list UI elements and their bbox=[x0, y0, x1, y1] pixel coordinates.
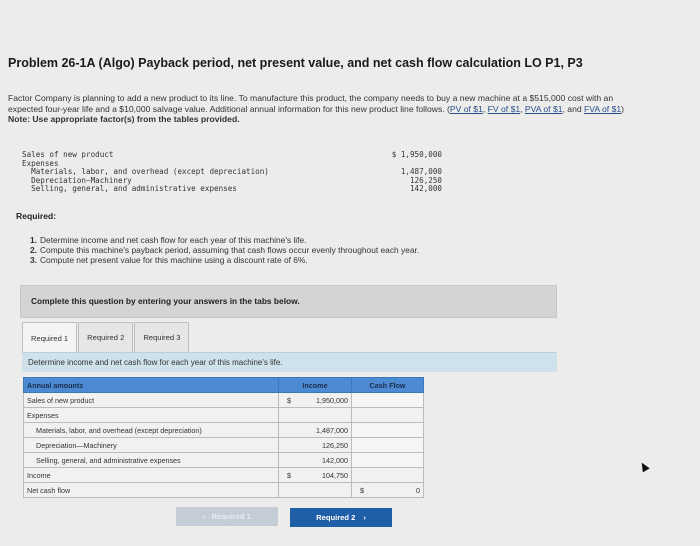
mouse-cursor-icon bbox=[638, 461, 649, 473]
required-heading: Required: bbox=[16, 211, 57, 221]
required-item: 3. Compute net present value for this machine using a discount rate of 6%. bbox=[30, 255, 308, 265]
prev-required-button[interactable] bbox=[176, 507, 278, 526]
income-cell[interactable]: 1,487,000 bbox=[279, 423, 352, 438]
row-label: Income bbox=[24, 468, 279, 483]
required-item: 2. Compute this machine's payback period, assuming that cash flows occur evenly throughout each year. bbox=[30, 245, 420, 255]
cash-flow-cell bbox=[352, 408, 424, 423]
worksheet-table bbox=[23, 377, 424, 498]
instructions-banner: Complete this question by entering your answers in the tabs below. bbox=[20, 285, 557, 318]
given-data bbox=[22, 151, 442, 194]
given-row: Expenses bbox=[22, 158, 59, 168]
required-item: 1. Determine income and net cash flow for each year of this machine's life. bbox=[30, 235, 307, 245]
prev-button-label: Required 1 bbox=[211, 512, 251, 521]
row-label: Net cash flow bbox=[24, 483, 279, 498]
table-row bbox=[24, 408, 424, 423]
given-row: Selling, general, and administrative expenses 142,000 bbox=[22, 184, 442, 194]
next-button-label: Required 2 bbox=[316, 513, 356, 522]
income-cell[interactable]: 126,250 bbox=[279, 438, 352, 453]
header-annual-amounts: Annual amounts bbox=[24, 378, 279, 393]
tab-bar bbox=[22, 322, 190, 353]
cash-flow-input[interactable] bbox=[352, 438, 424, 453]
income-cell[interactable]: $ 1,950,000 bbox=[279, 393, 352, 408]
table-header-row bbox=[24, 378, 424, 393]
header-cash-flow: Cash Flow bbox=[352, 378, 424, 393]
problem-intro: Factor Company is planning to add a new product to its line. To manufacture this product, the company needs to buy a new machine at a $515,000 cost with an expected four-year life and a $10,000 salvage value. Additional annual information for this new product line follows. (PV of $1, FV of $1, PVA of $1, and FVA of $1) Note: Use appropriate factor(s) from the tables provided. bbox=[8, 93, 628, 125]
table-row bbox=[24, 453, 424, 468]
row-label: Materials, labor, and overhead (except depreciation) bbox=[24, 423, 279, 438]
given-row: Materials, labor, and overhead (except depreciation) 1,487,000 bbox=[22, 167, 442, 177]
link-fva-of-1[interactable]: FVA of $1 bbox=[584, 103, 622, 114]
given-row: Depreciation—Machinery 126,250 bbox=[22, 175, 442, 185]
net-cash-flow-total: $ 0 bbox=[352, 483, 424, 498]
income-cell[interactable]: 142,000 bbox=[279, 453, 352, 468]
cash-flow-input[interactable] bbox=[352, 393, 424, 408]
tab-required-3[interactable]: Required 3 bbox=[134, 322, 189, 352]
income-total-cell: $ 104,750 bbox=[279, 468, 352, 483]
link-pva-of-1[interactable]: PVA of $1 bbox=[524, 103, 563, 114]
row-label: Selling, general, and administrative expenses bbox=[24, 453, 279, 468]
cash-flow-input[interactable] bbox=[352, 453, 424, 468]
next-required-button[interactable] bbox=[290, 508, 392, 527]
note-text: Note: Use appropriate factor(s) from the tables provided. bbox=[8, 114, 240, 125]
table-row bbox=[24, 438, 424, 453]
tab-required-1[interactable]: Required 1 bbox=[22, 322, 77, 353]
row-label: Depreciation—Machinery bbox=[24, 438, 279, 453]
required-list bbox=[30, 235, 419, 265]
given-row: Sales of new product $ 1,950,000 bbox=[22, 150, 442, 159]
problem-title: Problem 26-1A (Algo) Payback period, net present value, and net cash flow calculation LO P1, P3 bbox=[8, 56, 583, 70]
header-income: Income bbox=[279, 378, 352, 393]
cash-flow-input[interactable] bbox=[352, 423, 424, 438]
chevron-right-icon: › bbox=[363, 513, 366, 522]
income-cell bbox=[279, 408, 352, 423]
tab-required-2[interactable]: Required 2 bbox=[78, 322, 133, 352]
tab-instruction: Determine income and net cash flow for each year of this machine's life. bbox=[22, 352, 557, 372]
table-row bbox=[24, 483, 424, 498]
link-fv-of-1[interactable]: FV of $1 bbox=[487, 103, 521, 114]
link-pv-of-1[interactable]: PV of $1 bbox=[449, 103, 483, 114]
table-row bbox=[24, 468, 424, 483]
income-cell bbox=[279, 483, 352, 498]
table-row bbox=[24, 393, 424, 408]
table-row bbox=[24, 423, 424, 438]
cash-flow-cell bbox=[352, 468, 424, 483]
row-label: Expenses bbox=[24, 408, 279, 423]
intro-text: Factor Company is planning to add a new product to its line. To manufacture this product, the company needs to buy a new machine at a $515,000 cost with an expected four-year life and a $10,000 salvage value. Additional annual information for this new product line follows. bbox=[8, 93, 614, 114]
row-label: Sales of new product bbox=[24, 393, 279, 408]
chevron-left-icon: ‹ bbox=[203, 512, 206, 521]
